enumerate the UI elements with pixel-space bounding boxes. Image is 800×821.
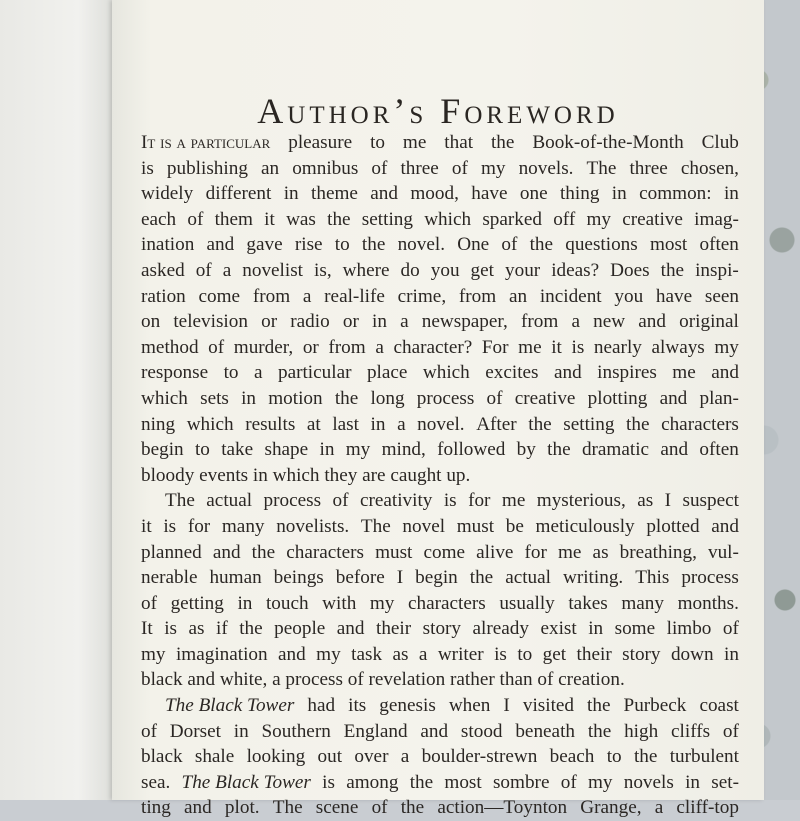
text-line: my imagination and my task as a writer is to get their story down in [141, 643, 739, 665]
text-line: method of murder, or from a character? For me it is nearly always my [141, 336, 739, 358]
text-line: black and white, a process of revelation rather than of creation. [141, 669, 625, 691]
text-line: The Black Tower had its genesis when I visited the Purbeck coast [141, 693, 739, 719]
text-line: It is as if the people and their story already exist in some limbo of [141, 618, 739, 640]
text-line: bloody events in which they are caught up. [141, 464, 471, 486]
text-line: ination and gave rise to the novel. One of the questions most often [141, 234, 739, 256]
text-line: asked of a novelist is, where do you get your ideas? Does the inspi- [141, 259, 739, 281]
text-line: is publishing an omnibus of three of my novels. The three chosen, [141, 157, 739, 179]
adjacent-page [0, 0, 112, 800]
text-line: planned and the characters must come alive for me as breathing, vul- [141, 541, 739, 563]
text-line: it is for many novelists. The novel must be meticulously plotted and [141, 515, 739, 537]
text-line: It is a particular pleasure to me that the Book-of-the-Month Club [141, 130, 739, 156]
small-caps-lead: It is a particular [141, 132, 271, 153]
text-line: which sets in motion the long process of creative plotting and plan- [141, 387, 739, 409]
text-line: each of them it was the setting which sparked off my creative imag- [141, 208, 739, 230]
book-title-italic: The Black Tower [181, 771, 311, 793]
page-title: Author’s Foreword [257, 91, 619, 132]
text-line: of Dorset in Southern England and stood beneath the high cliffs of [141, 720, 739, 742]
book-title-italic: The Black Tower [165, 695, 295, 717]
text-line: nerable human beings before I begin the actual writing. This process [141, 567, 739, 589]
text-line: ting and plot. The scene of the action—Toynton Grange, a cliff-top [141, 797, 739, 819]
text-line: black shale looking out over a boulder-strewn beach to the turbulent [141, 746, 739, 768]
text-line: ning which results at last in a novel. After the setting the characters [141, 413, 739, 435]
text-line: widely different in theme and mood, have one thing in common: in [141, 183, 739, 205]
text-line: of getting in touch with my characters usually takes many months. [141, 592, 739, 614]
book-page [112, 0, 764, 819]
text-line: sea. The Black Tower is among the most sombre of my novels in set- [141, 770, 739, 796]
text-line: The actual process of creativity is for me mysterious, as I suspect [165, 490, 739, 512]
text-line: on television or radio or in a newspaper, from a new and original [141, 311, 739, 333]
text-line: begin to take shape in my mind, followed by the dramatic and often [141, 439, 739, 461]
text-line: response to a particular place which excites and inspires me and [141, 362, 739, 384]
body-text [141, 130, 739, 821]
text-line: ration come from a real-life crime, from an incident you have seen [141, 285, 739, 307]
